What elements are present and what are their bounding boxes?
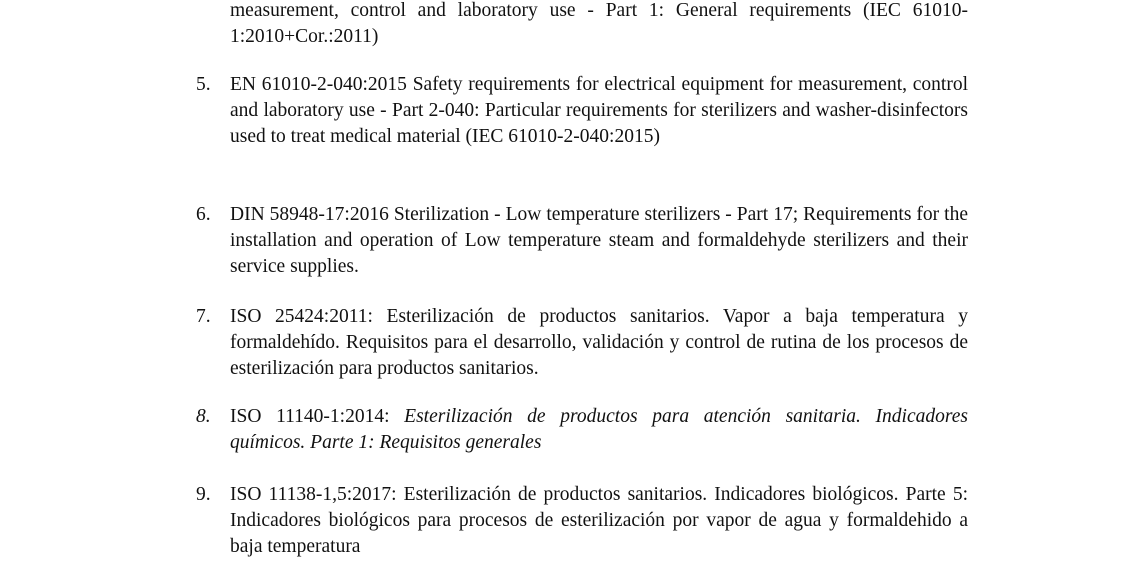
- list-item-text: DIN 58948-17:2016 Sterilization - Low temperature sterilizers - Part 17; Requirements for the installation and operation of Low temperature steam and formaldehyde sterilizers and their service supplies.: [230, 204, 968, 277]
- list-item-number: 8.: [196, 406, 211, 427]
- list-item-text: ISO 25424:2011: Esterilización de productos sanitarios. Vapor a baja temperatura y formaldehído. Requisitos para el desarrollo, validación y control de rutina de los procesos de esterilización para productos sanitarios.: [230, 306, 968, 379]
- list-item-number: 9.: [196, 484, 211, 505]
- standard-code: ISO 11140-1:2014:: [230, 406, 390, 427]
- list-item-text: ISO 11138-1,5:2017: Esterilización de productos sanitarios. Indicadores biológicos. Parte 5: Indicadores biológicos para procesos de esterilización por vapor de agua y formaldehido a baja temperatura: [230, 484, 968, 557]
- list-item-text: EN 61010-2-040:2015 Safety requirements for electrical equipment for measurement, control and laboratory use - Part 2-040: Particular requirements for sterilizers and washer-disinfectors used to treat medical material (IEC 61010-2-040:2015): [230, 74, 968, 147]
- list-item-number: 6.: [196, 204, 211, 225]
- standard-title: Esterilización de productos para atención sanitaria. Indicadores químicos. Parte 1: Requisitos generales: [230, 406, 968, 453]
- list-item-number: 5.: [196, 74, 211, 95]
- list-item-number: 7.: [196, 306, 211, 327]
- list-item-text: measurement, control and laboratory use - Part 1: General requirements (IEC 61010-1:2010+Cor.:2011): [230, 0, 968, 47]
- list-item-text: [230, 404, 968, 456]
